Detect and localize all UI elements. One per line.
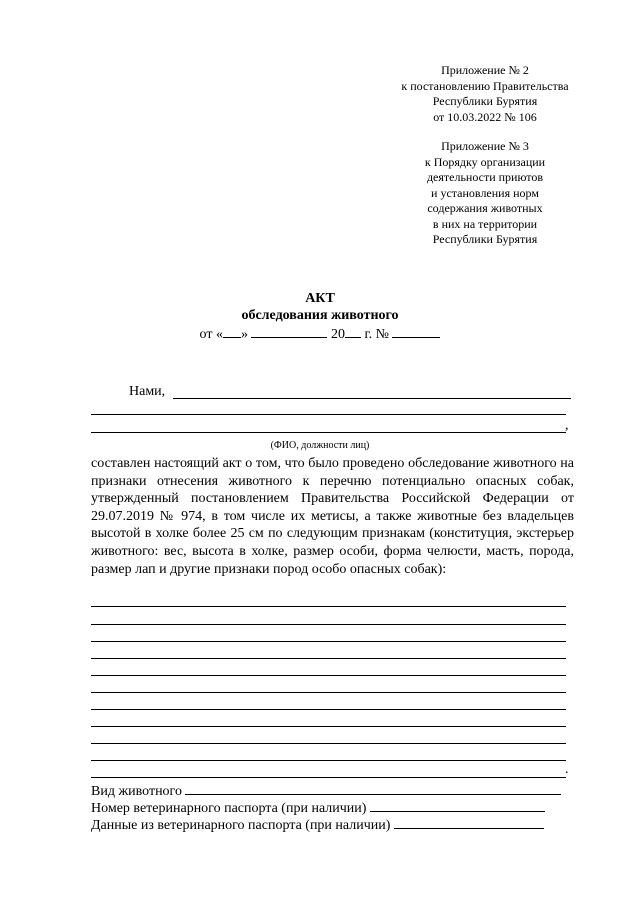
act-subtitle: обследования животного [241,308,399,323]
signs-input-line[interactable] [91,692,566,693]
act-title: АКТ [305,291,335,306]
passport-data-input[interactable] [394,816,544,829]
period: . [565,762,569,777]
annex-line: к постановлению Правительства [401,78,569,93]
fio-note: (ФИО, должности лиц) [270,440,370,451]
annex-line: содержания животных [427,201,543,215]
animal-type-label: Вид животного [91,784,182,799]
officials-input-line[interactable] [91,414,566,415]
annex-line: Республики Бурятия [432,232,538,246]
passport-number-field [91,799,545,817]
officials-input-line[interactable] [91,432,566,433]
annex-3-header [360,139,610,248]
animal-type-field [91,782,561,800]
date-sep: » [240,327,252,342]
animal-type-input[interactable] [185,782,561,795]
signs-input-line[interactable] [91,675,566,676]
officials-input-line[interactable] [173,398,571,399]
annex-line: Приложение № 2 [441,63,529,77]
passport-number-label: Номер ветеринарного паспорта (при наличии) [91,801,367,816]
signs-input-line[interactable] [91,641,566,642]
date-prefix: от « [199,327,223,342]
signs-input-line[interactable] [91,624,566,625]
by-us-label: Нами, [129,384,166,399]
annex-line: Приложение № 3 [441,139,529,153]
comma: , [565,418,569,433]
signs-input-line[interactable] [91,606,566,607]
annex-line: деятельности приютов [426,170,544,184]
annex-line: и установления норм [431,185,539,200]
day-blank[interactable] [223,325,241,338]
signs-input-line[interactable] [91,743,566,744]
year-prefix: 20 [327,327,345,342]
annex-line: Республики Бурятия [432,94,538,108]
month-blank[interactable] [251,325,327,338]
signs-input-line[interactable] [91,760,566,761]
act-date-line [0,325,640,343]
number-label: г. № [360,327,393,342]
signs-input-line[interactable] [91,777,566,778]
annex-2-header [360,63,610,125]
year-blank[interactable] [345,325,361,338]
passport-number-input[interactable] [370,799,545,812]
annex-line: в них на территории [432,216,538,231]
annex-line: к Порядку организации [424,154,546,169]
passport-data-field [91,816,544,834]
passport-data-label: Данные из ветеринарного паспорта (при наличии) [91,818,391,833]
act-number-blank[interactable] [392,325,440,338]
body-text: составлен настоящий акт о том, что было проведено обследование животного на признаки отнесения животного к перечню потенциально опасных собак, утвержденный постановлением Правительства Российской Федерации от 29.07.2019 № 974, в том числе их метисы, а также животные без владельцев высотой в холке более 25 см по следующим признакам (конституция, экстерьер животного: вес, высота в холке, размер особи, форма челюсти, масть, порода, размер лап и другие признаки пород особо опасных собак): [91,456,574,577]
signs-input-line[interactable] [91,726,566,727]
signs-input-line[interactable] [91,658,566,659]
annex-line: от 10.03.2022 № 106 [433,109,537,124]
signs-input-line[interactable] [91,709,566,710]
